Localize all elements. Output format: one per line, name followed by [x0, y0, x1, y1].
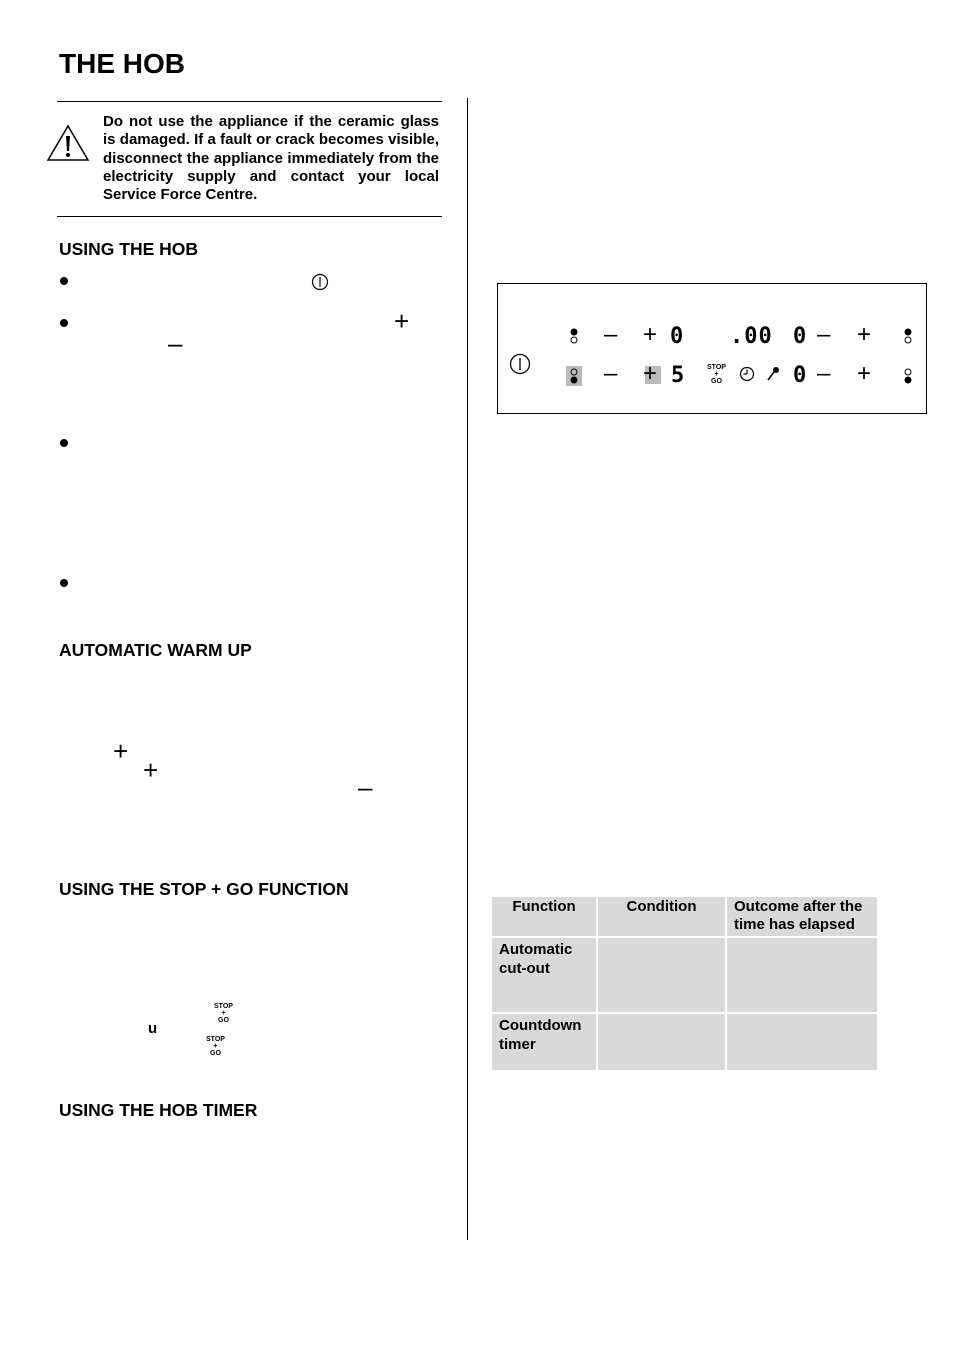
- page-title: THE HOB: [59, 48, 185, 79]
- minus-button: –: [604, 360, 618, 387]
- header-function: Function: [492, 897, 596, 936]
- timer-functions-table: [490, 897, 879, 1070]
- right-bottom-display: 0: [793, 363, 807, 388]
- row-function-automatic-cutout: Automatic cut-out: [492, 936, 596, 1012]
- clock-icon: [739, 366, 755, 382]
- plus-label: +: [213, 1043, 218, 1050]
- minus-button: –: [604, 321, 618, 348]
- control-panel-diagram: [497, 283, 927, 414]
- power-icon: [311, 273, 329, 291]
- stop-go-button: [707, 364, 726, 385]
- minus-button: –: [817, 321, 831, 348]
- warning-triangle-icon: [46, 124, 90, 162]
- go-label: GO: [210, 1050, 221, 1057]
- row-condition: [598, 1012, 725, 1070]
- header-condition: Condition: [598, 897, 725, 936]
- header-outcome: Outcome after the time has elapsed: [727, 897, 877, 936]
- plus-icon: +: [394, 306, 410, 336]
- bullet: [60, 277, 68, 285]
- bullet: [60, 439, 68, 447]
- plus-button: +: [857, 360, 872, 387]
- timer-display: .00: [730, 324, 773, 349]
- warning-text: Do not use the appliance if the ceramic glass is damaged. If a fault or crack becomes visible, disconnect the appliance immediately from the electricity supply and contact your local Service Force Centre.: [103, 113, 439, 204]
- heading-using-the-hob: USING THE HOB: [59, 239, 199, 259]
- stop-label: STOP: [214, 1003, 233, 1010]
- go-label: GO: [218, 1017, 229, 1024]
- left-top-display: 0: [670, 324, 684, 349]
- plus-icon: +: [113, 736, 129, 766]
- column-divider: [467, 98, 468, 1240]
- plus-button: +: [857, 321, 872, 348]
- row-condition: [598, 936, 725, 1012]
- table-header-row: [492, 897, 877, 936]
- stop-label: STOP: [206, 1036, 225, 1043]
- plus-icon: +: [143, 755, 159, 785]
- row-function-countdown-timer: Countdown timer: [492, 1012, 596, 1070]
- plus-button: +: [643, 360, 658, 387]
- pause-symbol: u: [148, 1020, 158, 1037]
- plus-label: +: [714, 371, 719, 378]
- heading-hob-timer: USING THE HOB TIMER: [59, 1100, 258, 1120]
- zone-rear-left-icon: [566, 366, 582, 386]
- right-top-display: 0: [793, 324, 807, 349]
- plus-button: +: [643, 321, 658, 348]
- heading-stop-go-function: USING THE STOP + GO FUNCTION: [59, 879, 349, 899]
- row-outcome: [727, 1012, 877, 1070]
- zone-rear-right-icon: [902, 367, 914, 385]
- minus-button: –: [817, 360, 831, 387]
- key-lock-icon: [766, 366, 780, 382]
- zone-front-right-icon: [902, 327, 914, 345]
- stop-go-icon: [214, 1003, 233, 1024]
- plus-label: +: [221, 1010, 226, 1017]
- left-bottom-display: 5: [671, 363, 685, 388]
- stop-label: STOP: [707, 364, 726, 371]
- power-icon: [509, 353, 531, 375]
- heading-automatic-warm-up: AUTOMATIC WARM UP: [59, 640, 252, 660]
- bullet: [60, 319, 68, 327]
- stop-go-icon: [206, 1036, 225, 1057]
- row-outcome: [727, 936, 877, 1012]
- table-row: [492, 936, 877, 1012]
- table-row: [492, 1012, 877, 1070]
- go-label: GO: [711, 378, 722, 385]
- minus-icon: –: [168, 328, 183, 358]
- zone-front-left-icon: [568, 327, 580, 345]
- bullet: [60, 579, 68, 587]
- minus-icon: –: [358, 772, 373, 802]
